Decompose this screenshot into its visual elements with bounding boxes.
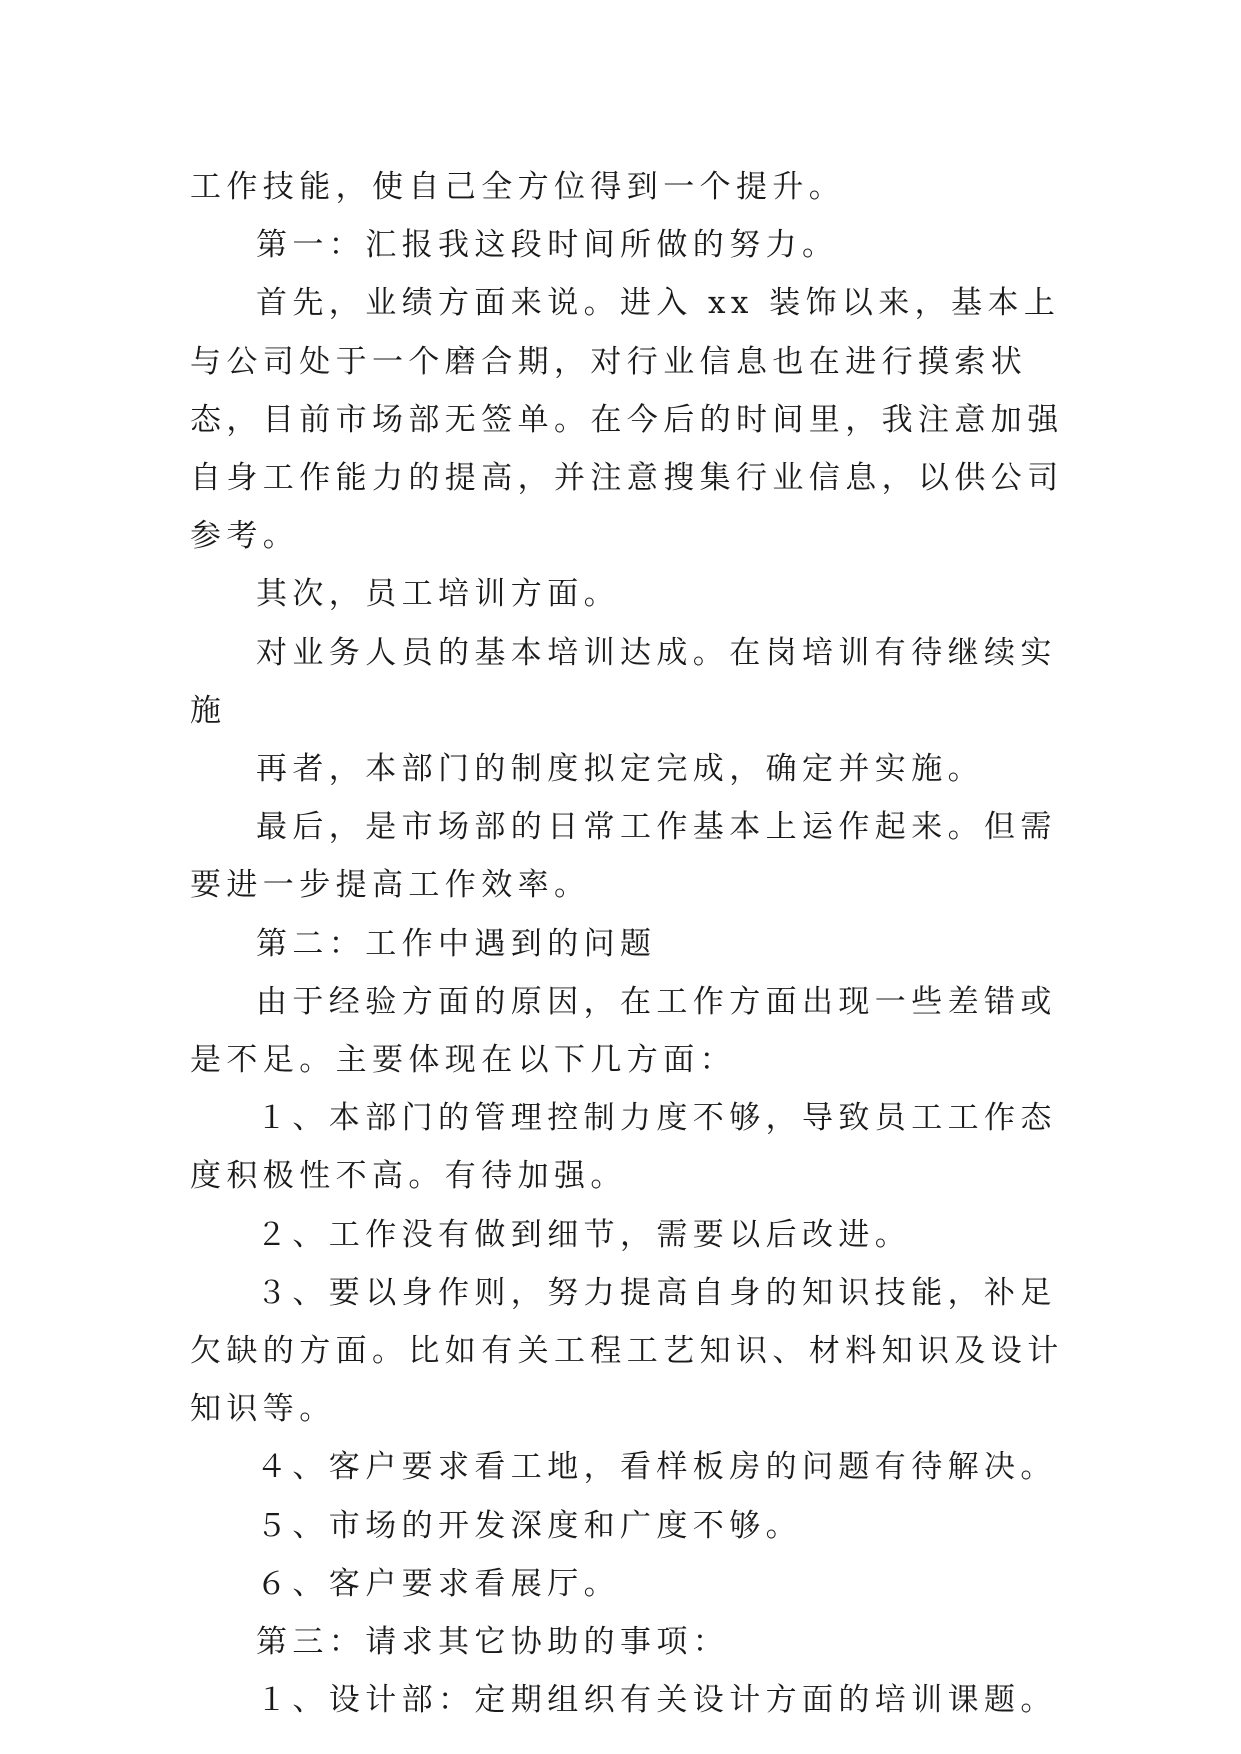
list-item-problem-3: ３、要以身作则，努力提高自身的知识技能，补足欠缺的方面。比如有关工程工艺知识、材料知识及设计知识等。 bbox=[190, 1274, 1064, 1428]
paragraph-operations: 最后，是市场部的日常工作基本上运作起来。但需要进一步提高工作效率。 bbox=[190, 809, 1057, 904]
list-item-problem-5: ５、市场的开发深度和广度不够。 bbox=[256, 1507, 802, 1544]
list-item-request-1: １、设计部：定期组织有关设计方面的培训课题。 bbox=[256, 1682, 1057, 1719]
document-body bbox=[190, 158, 1070, 1729]
list-item-problem-2: ２、工作没有做到细节，需要以后改进。 bbox=[256, 1216, 912, 1253]
heading-section-three: 第三：请求其它协助的事项： bbox=[256, 1624, 730, 1661]
paragraph-continuation: 工作技能，使自己全方位得到一个提升。 bbox=[190, 169, 846, 205]
heading-section-one: 第一：汇报我这段时间所做的努力。 bbox=[256, 227, 839, 264]
paragraph-training-detail: 对业务人员的基本培训达成。在岗培训有待继续实施 bbox=[190, 634, 1057, 729]
paragraph-training-heading: 其次，员工培训方面。 bbox=[256, 576, 620, 613]
list-item-problem-1: １、本部门的管理控制力度不够，导致员工工作态度积极性不高。有待加强。 bbox=[190, 1100, 1057, 1195]
heading-section-two: 第二：工作中遇到的问题 bbox=[256, 925, 657, 962]
list-item-problem-4: ４、客户要求看工地，看样板房的问题有待解决。 bbox=[256, 1449, 1057, 1486]
paragraph-problems-intro: 由于经验方面的原因，在工作方面出现一些差错或是不足。主要体现在以下几方面： bbox=[190, 983, 1057, 1079]
paragraph-performance: 首先，业绩方面来说。进入 xx 装饰以来，基本上与公司处于一个磨合期，对行业信息也在进行摸索状态，目前市场部无签单。在今后的时间里，我注意加强自身工作能力的提高，并注意搜集行业信息，以供公司参考。 bbox=[190, 285, 1064, 555]
list-item-problem-6: ６、客户要求看展厅。 bbox=[256, 1565, 620, 1602]
paragraph-policy: 再者，本部门的制度拟定完成，确定并实施。 bbox=[256, 751, 984, 788]
